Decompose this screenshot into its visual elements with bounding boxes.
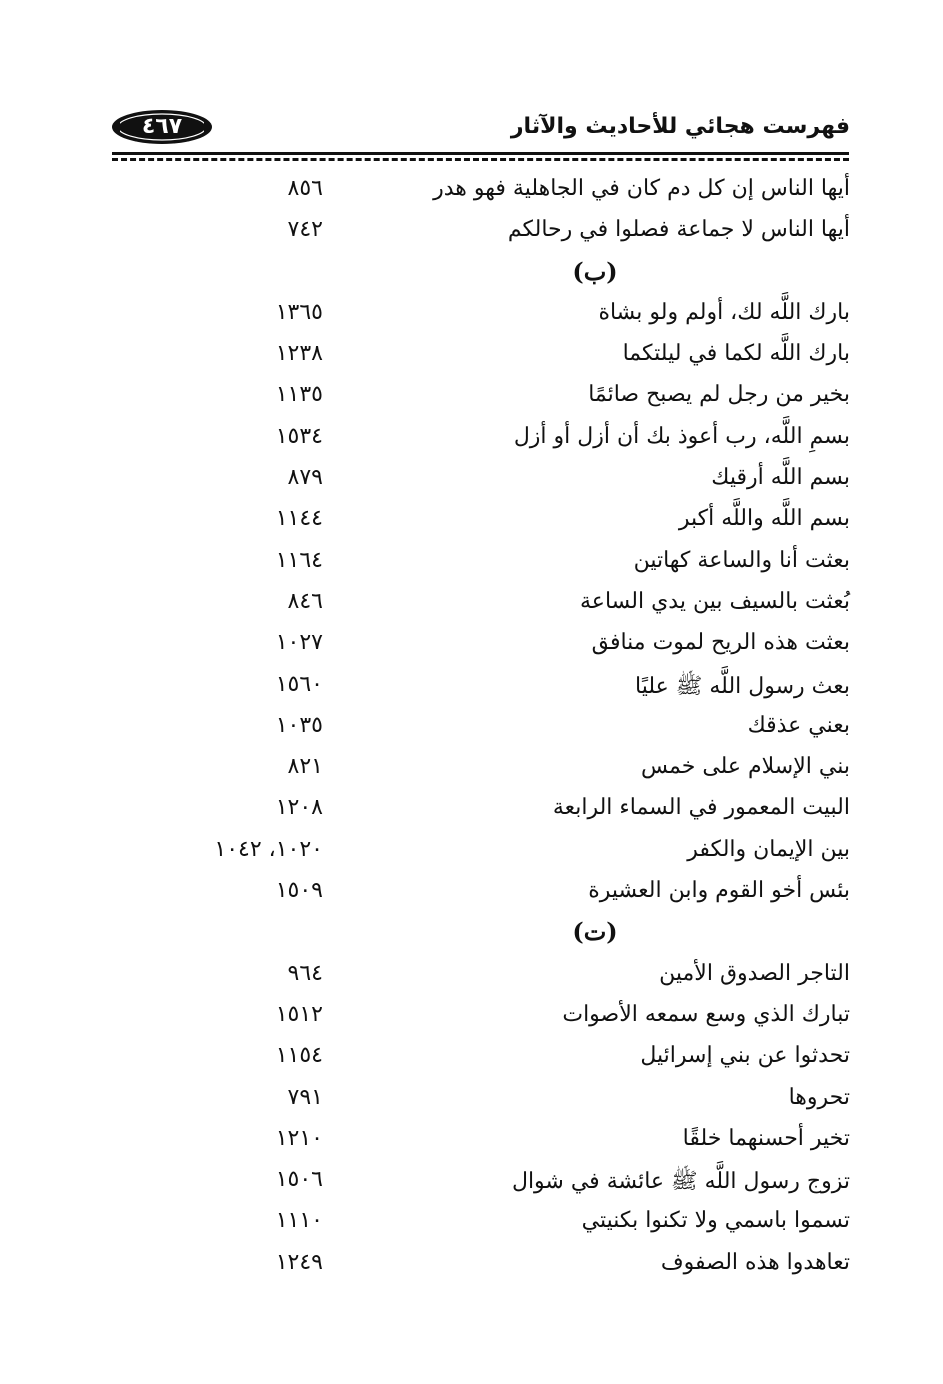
hadith-number: ١٥٣٤ — [275, 423, 323, 449]
section-letter: (ب) — [572, 256, 618, 286]
index-entry — [0, 1039, 943, 1080]
index-entry — [0, 420, 943, 461]
hadith-text: بارك اللَّه لك، أولم ولو بشاة — [598, 299, 850, 325]
hadith-number: ١٥٠٩ — [275, 878, 323, 904]
index-entry — [0, 1163, 943, 1204]
index-entry — [0, 833, 943, 874]
index-entry — [0, 544, 943, 585]
index-list — [0, 172, 943, 1287]
hadith-text: التاجر الصدوق الأمين — [659, 960, 850, 986]
hadith-text: تحروها — [788, 1084, 850, 1110]
hadith-text: بارك اللَّه لكما في ليلتكما — [622, 341, 850, 367]
index-entry — [0, 1204, 943, 1245]
index-entry — [0, 626, 943, 667]
hadith-number: ١٥٠٦ — [275, 1167, 323, 1193]
hadith-number: ١٢٠٨ — [275, 795, 323, 821]
index-entry — [0, 213, 943, 254]
index-entry — [0, 1246, 943, 1287]
index-entry — [0, 1122, 943, 1163]
page-header — [110, 100, 850, 160]
hadith-number: ١٢٣٨ — [275, 341, 323, 367]
hadith-text: بعثت أنا والساعة كهاتين — [633, 547, 850, 573]
hadith-number: ١١٤٤ — [275, 506, 323, 532]
hadith-text: بُعثت بالسيف بين يدي الساعة — [580, 588, 850, 614]
hadith-number: ١٥١٢ — [275, 1001, 323, 1027]
hadith-number: ١٢٤٩ — [275, 1249, 323, 1275]
hadith-number: ١٠٢٧ — [275, 630, 323, 656]
hadith-text: البيت المعمور في السماء الرابعة — [552, 795, 850, 821]
hadith-text: تحدثوا عن بني إسرائيل — [640, 1043, 850, 1069]
hadith-text: تعاهدوا هذه الصفوف — [660, 1249, 850, 1275]
index-entry — [0, 461, 943, 502]
index-entry — [0, 378, 943, 419]
header-dashed-rule — [112, 158, 849, 161]
hadith-number: ١٠٢٠، ١٠٤٢ — [214, 836, 323, 862]
hadith-text: تخير أحسنهما خلقًا — [682, 1125, 850, 1151]
index-entry — [0, 957, 943, 998]
page-number-badge — [110, 108, 214, 146]
hadith-number: ٨٧٩ — [287, 465, 323, 491]
hadith-text: أيها الناس إن كل دم كان في الجاهلية فهو هدر — [433, 176, 850, 201]
hadith-number: ١٠٣٥ — [275, 712, 323, 738]
section-letter: (ت) — [572, 917, 618, 947]
index-entry — [0, 172, 943, 213]
index-entry — [0, 1081, 943, 1122]
hadith-number: ١٣٦٥ — [275, 299, 323, 325]
hadith-text: بعث رسول اللَّه ﷺ عليًا — [635, 673, 850, 699]
hadith-text: تسموا باسمي ولا تكنوا بكنيتي — [581, 1208, 850, 1234]
index-entry — [0, 337, 943, 378]
index-entry — [0, 296, 943, 337]
index-entry — [0, 585, 943, 626]
index-entry — [0, 750, 943, 791]
hadith-text: تزوج رسول اللَّه ﷺ عائشة في شوال — [511, 1169, 850, 1195]
index-entry — [0, 998, 943, 1039]
hadith-number: ١١١٠ — [275, 1208, 323, 1234]
index-entry — [0, 874, 943, 915]
index-entry — [0, 668, 943, 709]
hadith-text: بين الإيمان والكفر — [687, 836, 850, 862]
hadith-number: ٨٤٦ — [287, 588, 323, 614]
hadith-text: بعني عذقك — [747, 712, 850, 738]
hadith-number: ١٥٦٠ — [275, 671, 323, 697]
hadith-number: ١١٣٥ — [275, 382, 323, 408]
hadith-number: ٩٦٤ — [287, 960, 323, 986]
index-entry — [0, 709, 943, 750]
hadith-text: بسمِ اللَّه، رب أعوذ بك أن أزل أو أزل — [513, 423, 850, 449]
section-heading-row — [0, 915, 943, 956]
running-title: فهرست هجائي للأحاديث والآثار — [510, 114, 850, 139]
hadith-text: بسم اللَّه أرقيك — [711, 465, 850, 491]
hadith-number: ١١٦٤ — [275, 547, 323, 573]
section-heading-row — [0, 255, 943, 296]
hadith-number: ٧٤٢ — [287, 217, 323, 243]
hadith-text: تبارك الذي وسع سمعه الأصوات — [562, 1001, 850, 1027]
hadith-text: بخير من رجل لم يصبح صائمًا — [588, 382, 850, 408]
page-number: ٤٦٧ — [141, 114, 183, 139]
hadith-text: بئس أخو القوم وابن العشيرة — [588, 878, 850, 904]
hadith-number: ٨٥٦ — [287, 176, 323, 201]
hadith-number: ١٢١٠ — [275, 1125, 323, 1151]
hadith-text: بعثت هذه الريح لموت منافق — [591, 630, 850, 656]
hadith-number: ٨٢١ — [287, 754, 323, 780]
index-entry — [0, 502, 943, 543]
hadith-text: بسم اللَّه واللَّه أكبر — [678, 506, 850, 532]
hadith-text: أيها الناس لا جماعة فصلوا في رحالكم — [507, 217, 850, 243]
hadith-number: ٧٩١ — [287, 1084, 323, 1110]
hadith-text: بني الإسلام على خمس — [640, 754, 850, 780]
index-entry — [0, 791, 943, 832]
hadith-number: ١١٥٤ — [275, 1043, 323, 1069]
header-rule — [112, 152, 849, 155]
